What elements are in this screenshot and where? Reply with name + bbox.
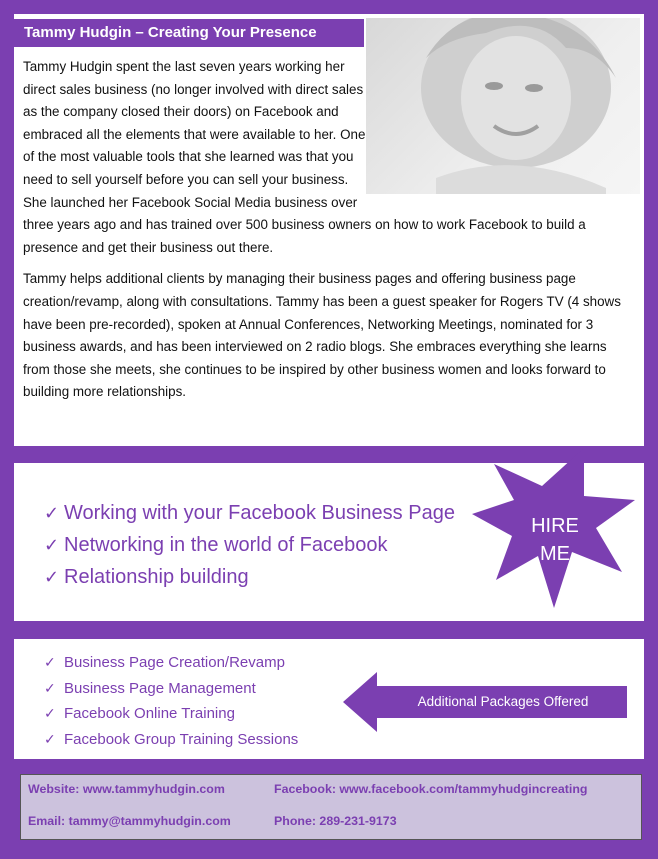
check-icon: ✓ xyxy=(44,567,60,587)
list-item: ✓ Business Page Management xyxy=(44,676,298,702)
phone-number: Phone: 289-231-9173 xyxy=(274,814,397,828)
list-item: ✓ Working with your Facebook Business Page xyxy=(44,497,455,529)
list-item: ✓ Networking in the world of Facebook xyxy=(44,529,455,561)
list-item: ✓ Facebook Online Training xyxy=(44,701,298,727)
services-list xyxy=(44,497,455,593)
check-icon: ✓ xyxy=(44,654,56,670)
website-link[interactable]: Website: www.tammyhudgin.com xyxy=(28,782,225,796)
check-icon: ✓ xyxy=(44,730,56,747)
bio-text xyxy=(23,56,635,413)
check-icon: ✓ xyxy=(44,535,60,555)
check-icon: ✓ xyxy=(44,705,56,721)
facebook-link[interactable]: Facebook: www.facebook.com/tammyhudgincreating xyxy=(274,782,588,796)
list-item: ✓ Relationship building xyxy=(44,561,455,593)
hire-me-button[interactable]: HIRE ME xyxy=(531,515,579,565)
list-item: ✓ Facebook Group Training Sessions xyxy=(44,727,298,753)
packages-label: Additional Packages Offered xyxy=(417,694,589,709)
bio-paragraph-1: Tammy Hudgin spent the last seven years working her direct sales business (no longer involved with direct sales as the company closed their doors) on Facebook and embraced all the elements that were available to her. One of the most valuable tools that she learned was that you need to sell yourself before you can sell your business. She launched her Facebook Social Media business over three years ago and has trained over 500 business owners on how to work Facebook to build a presence and get their business out there. xyxy=(23,59,586,255)
list-item: ✓ Business Page Creation/Revamp xyxy=(44,650,298,676)
packages-list xyxy=(44,650,298,752)
email-link[interactable]: Email: tammy@tammyhudgin.com xyxy=(28,814,231,828)
check-icon: ✓ xyxy=(44,679,56,696)
bio-paragraph-2: Tammy helps additional clients by managing their business pages and offering business page creation/revamp, along with consultations. Tammy has been a guest speaker for Rogers TV (4 shows have been pre-recorded), spoken at Annual Conferences, Networking Meetings, nominated for 3 business awards, and has been interviewed on 2 radio blogs. She embraces everything she learns from those she meets, she continues to be inspired by other business women and looks forward to building more relationships. xyxy=(23,271,621,400)
check-icon: ✓ xyxy=(44,503,60,523)
page-title: Tammy Hudgin – Creating Your Presence xyxy=(14,19,364,47)
